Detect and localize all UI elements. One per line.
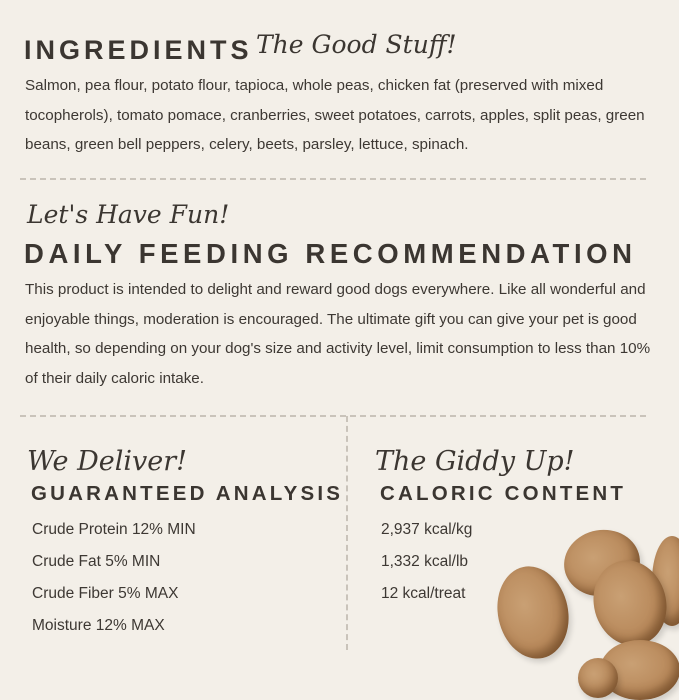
analysis-item: Crude Protein 12% MIN [32,521,196,538]
divider [20,415,646,417]
analysis-item: Crude Fat 5% MIN [32,553,161,570]
caloric-item: 12 kcal/treat [381,585,466,602]
feeding-text: This product is intended to delight and reward good dogs everywhere. Like all wonderful and enjoyable things, moderation is encouraged. The ultimate gift you can give your pet is good health, so depending on your dog's size and activity level, limit consumption to less than 10% of their daily caloric intake. [25,281,651,387]
caloric-item: 1,332 kcal/lb [381,553,469,570]
analysis-heading: GUARANTEED ANALYSIS [31,482,344,505]
ingredients-script-title: The Good Stuff! [256,30,457,59]
caloric-item: 2,937 kcal/kg [381,521,473,538]
feeding-script-title: Let's Have Fun! [27,200,230,229]
caloric-script-title: The Giddy Up! [375,446,575,477]
divider [20,178,646,180]
analysis-item: Crude Fiber 5% MAX [32,585,179,602]
analysis-item: Moisture 12% MAX [32,617,165,634]
ingredients-heading: INGREDIENTS [24,35,253,65]
caloric-heading: CALORIC CONTENT [380,482,627,505]
feeding-heading: DAILY FEEDING RECOMMENDATION [24,238,637,269]
divider-vertical [346,416,348,650]
ingredients-text: Salmon, pea flour, potato flour, tapioca, whole peas, chicken fat (preserved with mixed tocopherols), tomato pomace, cranberries, sweet potatoes, carrots, apples, split peas, green beans, green bell peppers, celery, beets, parsley, lettuce, spinach. [25,77,645,154]
analysis-script-title: We Deliver! [27,446,187,477]
